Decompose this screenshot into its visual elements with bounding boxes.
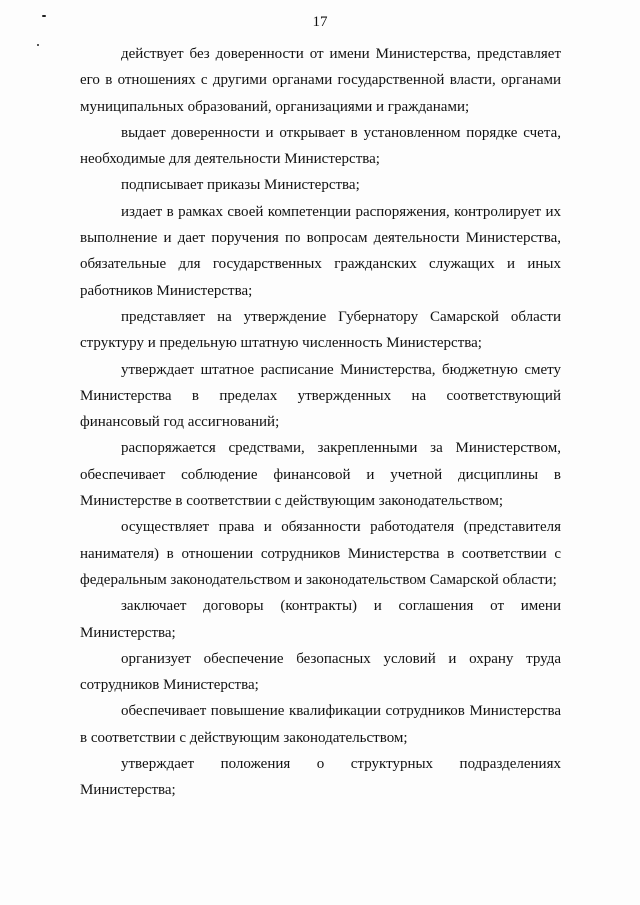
page-number: 17	[312, 14, 328, 30]
paragraph-approves-regulations: утверждает положения о структурных подразделениях Министерства;	[80, 756, 561, 799]
paragraph-manages-funds: распоряжается средствами, закрепленными за Министерством, обеспечивает соблюдение финансовой и учетной дисциплины в Министерстве в соответствии с действующим законодательством;	[80, 440, 561, 510]
paragraph-acts-without-power-of-attorney: действует без доверенности от имени Министерства, представляет его в отношениях с другими органами государственной власти, органами муниципальных образований, организациями и гражданами;	[80, 46, 561, 115]
paragraph-approves-staff-schedule: утверждает штатное расписание Министерства, бюджетную смету Министерства в пределах утвержденных на соответствующий финансовый год ассигнований;	[80, 361, 561, 431]
scan-speck	[37, 44, 39, 46]
paragraph-employer-rights: осуществляет права и обязанности работодателя (представителя нанимателя) в отношении сотрудников Министерства в соответствии с федеральным законодательством и законодательством Самарской области;	[80, 519, 561, 588]
paragraph-submits-structure: представляет на утверждение Губернатору Самарской области структуру и предельную штатную численность Министерства;	[80, 308, 561, 352]
paragraph-issues-directives: издает в рамках своей компетенции распоряжения, контролирует их выполнение и дает поручения по вопросам деятельности Министерства, обязательные для государственных гражданских служащих и иных работников Министерства;	[80, 203, 561, 299]
paragraph-issues-powers-of-attorney: выдает доверенности и открывает в установленном порядке счета, необходимые для деятельности Министерства;	[80, 124, 561, 168]
paragraph-qualification: обеспечивает повышение квалификации сотрудников Министерства в соответствии с действующим законодательством;	[80, 703, 561, 746]
paragraph-concludes-contracts: заключает договоры (контракты) и соглашения от имени Министерства;	[80, 598, 561, 641]
document-body	[80, 41, 561, 804]
paragraph-labor-safety: организует обеспечение безопасных условий и охрану труда сотрудников Министерства;	[80, 650, 561, 694]
paragraph-signs-orders: подписывает приказы Министерства;	[121, 177, 360, 194]
